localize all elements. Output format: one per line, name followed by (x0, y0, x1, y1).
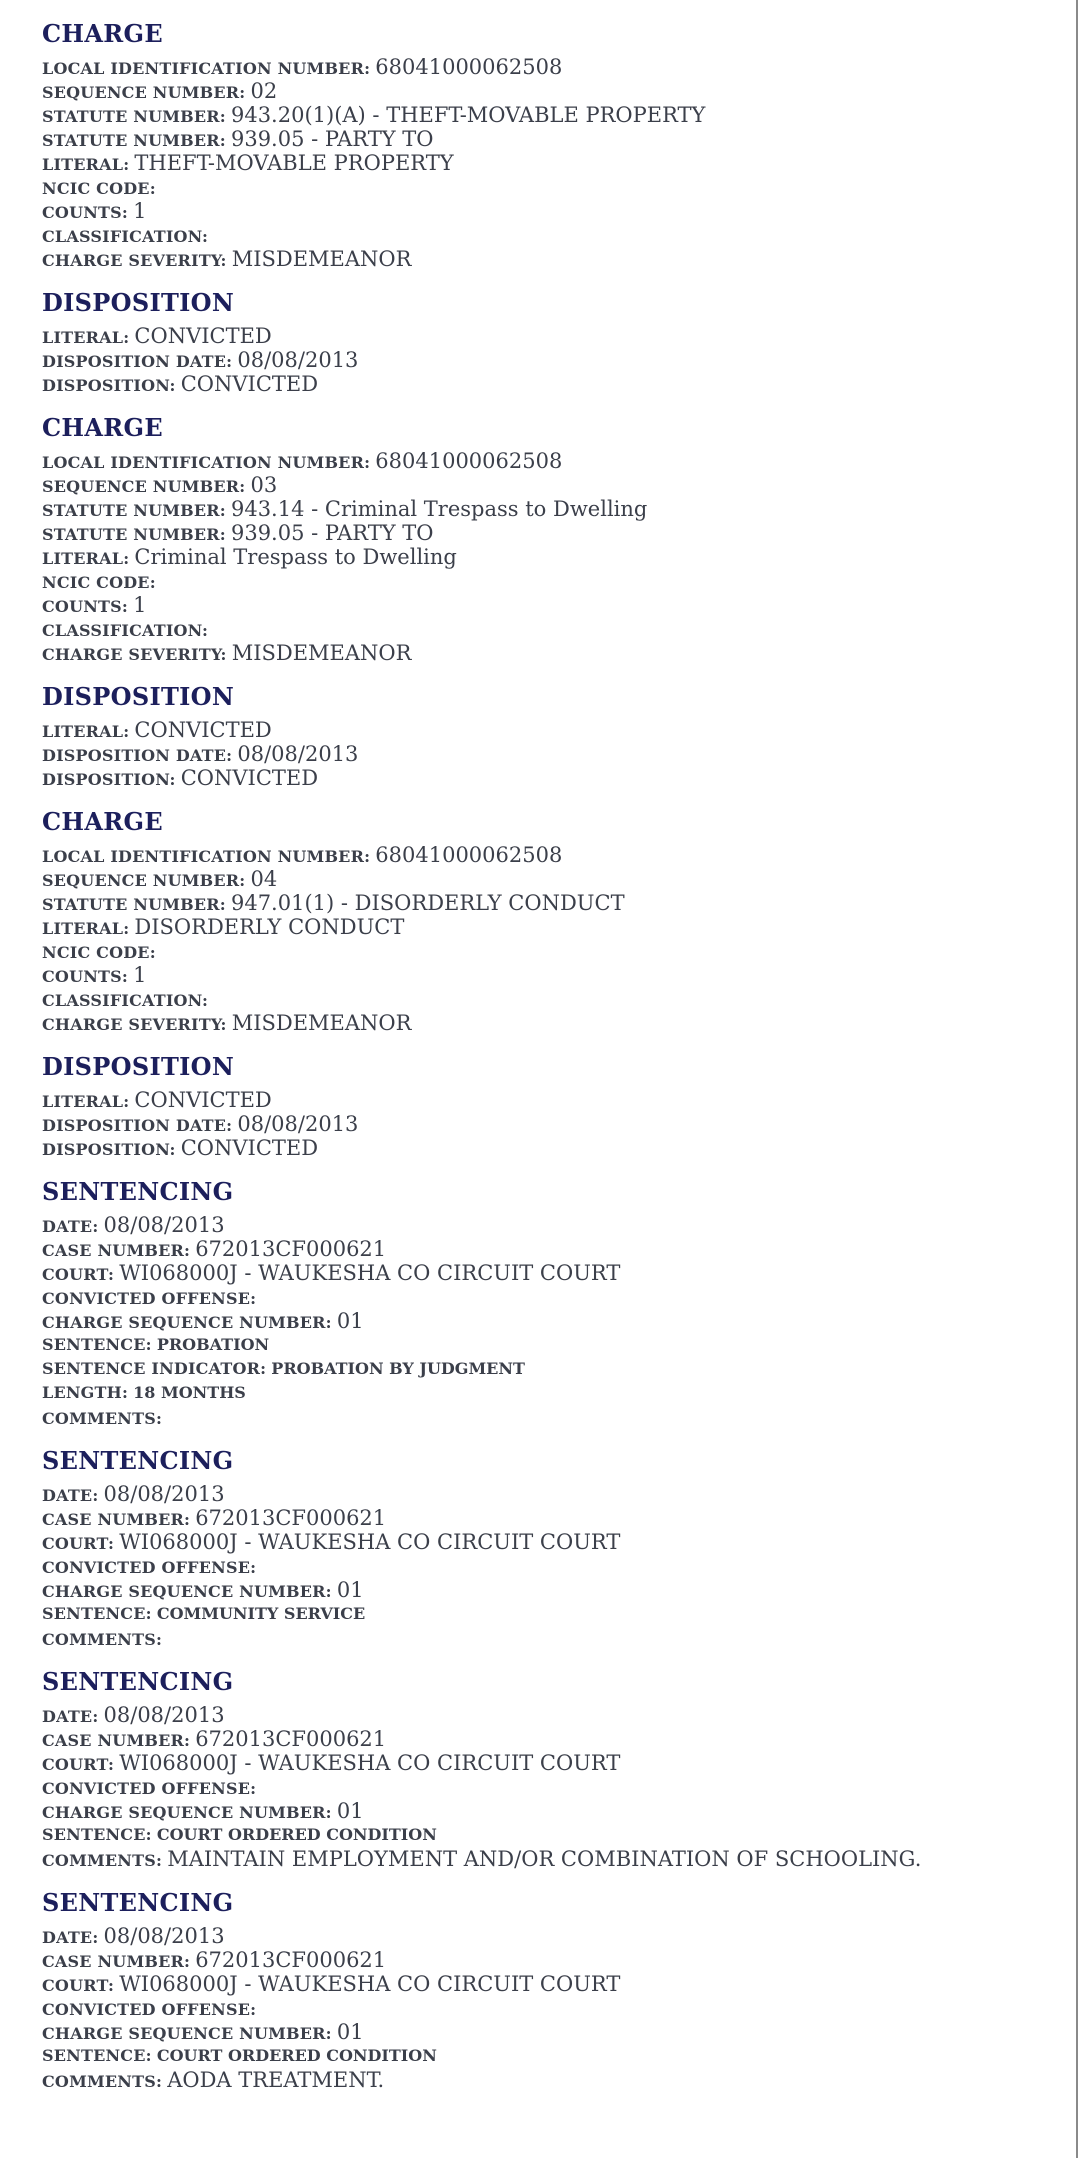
field-label: LITERAL: (42, 549, 130, 568)
field-row (42, 1727, 1062, 1751)
field-row (42, 223, 1062, 247)
section-title: DISPOSITION (42, 1052, 235, 1081)
field-value: 1 (133, 593, 147, 617)
field-label: CONVICTED OFFENSE: (42, 2000, 257, 2019)
field-row (42, 939, 1062, 963)
field-label: COUNTS: (42, 597, 129, 616)
field-label: LITERAL: (42, 155, 130, 174)
field-value: 08/08/2013 (103, 1213, 225, 1237)
field-value: 943.14 - Criminal Trespass to Dwelling (230, 497, 648, 521)
section-gap (42, 790, 1062, 806)
field-label: DATE: (42, 1928, 99, 1947)
field-row (42, 2044, 1062, 2068)
field-label: COURT: (42, 1755, 115, 1774)
section-title: DISPOSITION (42, 682, 235, 711)
field-label: STATUTE NUMBER: (42, 107, 226, 126)
field-value: 08/08/2013 (237, 1112, 359, 1136)
field-value: MISDEMEANOR (231, 641, 412, 665)
field-row (42, 1381, 1062, 1405)
field-value: 947.01(1) - DISORDERLY CONDUCT (230, 891, 625, 915)
field-label: LOCAL IDENTIFICATION NUMBER: (42, 453, 371, 472)
field-value: 04 (250, 867, 278, 891)
field-value: Criminal Trespass to Dwelling (134, 545, 457, 569)
field-row (42, 1285, 1062, 1309)
field-label: CASE NUMBER: (42, 1731, 191, 1750)
section-charge (42, 412, 1062, 665)
field-row (42, 1703, 1062, 1727)
field-row (42, 1136, 1062, 1160)
field-row (42, 718, 1062, 742)
field-value: COURT ORDERED CONDITION (156, 1825, 437, 1844)
field-row (42, 617, 1062, 641)
field-row (42, 593, 1062, 617)
field-value: CONVICTED (180, 1136, 319, 1160)
field-value: 943.20(1)(A) - THEFT-MOVABLE PROPERTY (230, 103, 706, 127)
field-row (42, 497, 1062, 521)
field-value: THEFT-MOVABLE PROPERTY (134, 151, 454, 175)
section-charge (42, 806, 1062, 1035)
field-row (42, 521, 1062, 545)
field-row (42, 449, 1062, 473)
field-row (42, 1309, 1062, 1333)
field-row (42, 1775, 1062, 1799)
field-row (42, 2020, 1062, 2044)
field-value: 1 (133, 199, 147, 223)
field-value: 68041000062508 (375, 55, 563, 79)
section-sentencing (42, 1445, 1062, 1650)
field-label: CLASSIFICATION: (42, 227, 209, 246)
field-row (42, 1924, 1062, 1948)
field-label: SEQUENCE NUMBER: (42, 83, 246, 102)
field-row (42, 1751, 1062, 1775)
field-row (42, 987, 1062, 1011)
field-row (42, 1213, 1062, 1237)
field-label: COUNTS: (42, 967, 129, 986)
field-label: CONVICTED OFFENSE: (42, 1289, 257, 1308)
section-sentencing (42, 1666, 1062, 1871)
field-value: 68041000062508 (375, 449, 563, 473)
field-row (42, 641, 1062, 665)
field-label: SENTENCE: (42, 2046, 152, 2065)
field-label: CASE NUMBER: (42, 1952, 191, 1971)
field-value: 01 (336, 1578, 364, 1602)
field-label: LITERAL: (42, 722, 130, 741)
section-gap (42, 1035, 1062, 1051)
field-row (42, 1333, 1062, 1357)
field-label: NCIC CODE: (42, 573, 156, 592)
field-row (42, 175, 1062, 199)
field-row (42, 79, 1062, 103)
field-row (42, 742, 1062, 766)
field-row (42, 1847, 1062, 1871)
section-gap (42, 665, 1062, 681)
field-value: 672013CF000621 (195, 1237, 387, 1261)
field-row (42, 1948, 1062, 1972)
section-charge (42, 18, 1062, 271)
field-row (42, 1088, 1062, 1112)
field-label: COUNTS: (42, 203, 129, 222)
field-label: COMMENTS: (42, 2072, 163, 2091)
section-title: CHARGE (42, 19, 163, 48)
section-title: CHARGE (42, 413, 163, 442)
field-row (42, 1602, 1062, 1626)
field-label: CHARGE SEVERITY: (42, 251, 227, 270)
field-value: 939.05 - PARTY TO (230, 127, 434, 151)
section-title: DISPOSITION (42, 288, 235, 317)
field-value: 08/08/2013 (103, 1482, 225, 1506)
field-label: COURT: (42, 1534, 115, 1553)
field-label: NCIC CODE: (42, 943, 156, 962)
field-label: LITERAL: (42, 1092, 130, 1111)
field-label: STATUTE NUMBER: (42, 501, 226, 520)
field-value: 18 MONTHS (133, 1383, 246, 1402)
field-label: SEQUENCE NUMBER: (42, 871, 246, 890)
field-label: STATUTE NUMBER: (42, 131, 226, 150)
field-value: 08/08/2013 (237, 348, 359, 372)
section-sentencing (42, 1887, 1062, 2092)
section-disposition (42, 681, 1062, 790)
section-disposition (42, 1051, 1062, 1160)
field-label: CHARGE SEQUENCE NUMBER: (42, 1313, 332, 1332)
field-label: DISPOSITION DATE: (42, 746, 233, 765)
field-value: CONVICTED (134, 718, 272, 742)
field-row (42, 1482, 1062, 1506)
field-value: 08/08/2013 (237, 742, 359, 766)
field-row (42, 766, 1062, 790)
field-row (42, 569, 1062, 593)
field-value: 08/08/2013 (103, 1924, 225, 1948)
field-row (42, 915, 1062, 939)
field-row (42, 372, 1062, 396)
field-label: DISPOSITION: (42, 770, 176, 789)
field-label: COMMENTS: (42, 1409, 163, 1428)
section-gap (42, 396, 1062, 412)
field-label: DISPOSITION: (42, 1140, 176, 1159)
field-row (42, 473, 1062, 497)
field-label: SENTENCE: (42, 1604, 152, 1623)
field-value: WI068000J - WAUKESHA CO CIRCUIT COURT (119, 1972, 621, 1996)
field-row (42, 1112, 1062, 1136)
field-value: MISDEMEANOR (231, 247, 412, 271)
field-value: MISDEMEANOR (231, 1011, 412, 1035)
field-value: 68041000062508 (375, 843, 563, 867)
field-row (42, 2068, 1062, 2092)
field-value: PROBATION BY JUDGMENT (271, 1359, 525, 1378)
field-label: SENTENCE INDICATOR: (42, 1359, 267, 1378)
field-row (42, 1506, 1062, 1530)
field-row (42, 1530, 1062, 1554)
field-row (42, 1357, 1062, 1381)
field-label: LENGTH: (42, 1383, 129, 1402)
field-label: DISPOSITION DATE: (42, 352, 233, 371)
field-label: LOCAL IDENTIFICATION NUMBER: (42, 847, 371, 866)
field-label: NCIC CODE: (42, 179, 156, 198)
field-label: DATE: (42, 1707, 99, 1726)
field-row (42, 199, 1062, 223)
field-value: 672013CF000621 (195, 1506, 387, 1530)
field-value: MAINTAIN EMPLOYMENT AND/OR COMBINATION OF SCHOOLING. (167, 1847, 922, 1871)
section-gap (42, 1650, 1062, 1666)
field-row (42, 247, 1062, 271)
field-row (42, 1823, 1062, 1847)
field-value: 01 (336, 1799, 364, 1823)
section-disposition (42, 287, 1062, 396)
field-row (42, 1011, 1062, 1035)
field-label: SENTENCE: (42, 1335, 152, 1354)
field-label: CLASSIFICATION: (42, 991, 209, 1010)
field-row (42, 963, 1062, 987)
field-label: DISPOSITION DATE: (42, 1116, 233, 1135)
field-label: COMMENTS: (42, 1851, 163, 1870)
field-row (42, 1237, 1062, 1261)
field-value: WI068000J - WAUKESHA CO CIRCUIT COURT (119, 1261, 621, 1285)
field-value: AODA TREATMENT. (167, 2068, 385, 2092)
field-row (42, 348, 1062, 372)
field-row (42, 545, 1062, 569)
field-value: PROBATION (156, 1335, 270, 1354)
section-title: SENTENCING (42, 1446, 234, 1475)
field-label: COURT: (42, 1265, 115, 1284)
field-label: STATUTE NUMBER: (42, 525, 226, 544)
field-row (42, 1261, 1062, 1285)
field-row (42, 1405, 1062, 1429)
field-row (42, 843, 1062, 867)
field-value: 08/08/2013 (103, 1703, 225, 1727)
field-label: SEQUENCE NUMBER: (42, 477, 246, 496)
field-label: CONVICTED OFFENSE: (42, 1779, 257, 1798)
section-title: SENTENCING (42, 1177, 234, 1206)
field-row (42, 127, 1062, 151)
field-row (42, 103, 1062, 127)
field-value: CONVICTED (134, 324, 272, 348)
field-label: CHARGE SEQUENCE NUMBER: (42, 2024, 332, 2043)
field-value: CONVICTED (180, 766, 319, 790)
field-row (42, 324, 1062, 348)
field-value: WI068000J - WAUKESHA CO CIRCUIT COURT (119, 1530, 621, 1554)
field-value: 03 (250, 473, 278, 497)
field-row (42, 1972, 1062, 1996)
section-gap (42, 271, 1062, 287)
field-value: COURT ORDERED CONDITION (156, 2046, 437, 2065)
field-label: LITERAL: (42, 328, 130, 347)
field-value: 672013CF000621 (195, 1727, 387, 1751)
field-value: CONVICTED (180, 372, 319, 396)
field-label: CASE NUMBER: (42, 1510, 191, 1529)
field-label: CHARGE SEVERITY: (42, 1015, 227, 1034)
field-label: CLASSIFICATION: (42, 621, 209, 640)
field-label: SENTENCE: (42, 1825, 152, 1844)
field-row (42, 867, 1062, 891)
section-gap (42, 1429, 1062, 1445)
field-label: CASE NUMBER: (42, 1241, 191, 1260)
field-value: 02 (250, 79, 278, 103)
section-title: SENTENCING (42, 1667, 234, 1696)
section-title: SENTENCING (42, 1888, 234, 1917)
field-row (42, 1799, 1062, 1823)
field-label: LOCAL IDENTIFICATION NUMBER: (42, 59, 371, 78)
section-sentencing (42, 1176, 1062, 1429)
field-row (42, 1578, 1062, 1602)
field-row (42, 1626, 1062, 1650)
field-label: DISPOSITION: (42, 376, 176, 395)
field-value: CONVICTED (134, 1088, 272, 1112)
section-title: CHARGE (42, 807, 163, 836)
field-value: 01 (336, 2020, 364, 2044)
field-label: DATE: (42, 1217, 99, 1236)
field-value: COMMUNITY SERVICE (156, 1604, 366, 1623)
record-content (42, 18, 1062, 2092)
field-label: COMMENTS: (42, 1630, 163, 1649)
section-gap (42, 1871, 1062, 1887)
field-label: STATUTE NUMBER: (42, 895, 226, 914)
field-row (42, 891, 1062, 915)
field-value: 1 (133, 963, 147, 987)
field-row (42, 151, 1062, 175)
field-value: DISORDERLY CONDUCT (134, 915, 405, 939)
section-gap (42, 1160, 1062, 1176)
field-row (42, 55, 1062, 79)
field-row (42, 1554, 1062, 1578)
field-value: 939.05 - PARTY TO (230, 521, 434, 545)
field-label: CHARGE SEQUENCE NUMBER: (42, 1803, 332, 1822)
field-value: 672013CF000621 (195, 1948, 387, 1972)
field-label: LITERAL: (42, 919, 130, 938)
field-label: COURT: (42, 1976, 115, 1995)
field-label: CONVICTED OFFENSE: (42, 1558, 257, 1577)
field-label: DATE: (42, 1486, 99, 1505)
field-value: WI068000J - WAUKESHA CO CIRCUIT COURT (119, 1751, 621, 1775)
field-value: 01 (336, 1309, 364, 1333)
field-label: CHARGE SEQUENCE NUMBER: (42, 1582, 332, 1601)
field-label: CHARGE SEVERITY: (42, 645, 227, 664)
field-row (42, 1996, 1062, 2020)
